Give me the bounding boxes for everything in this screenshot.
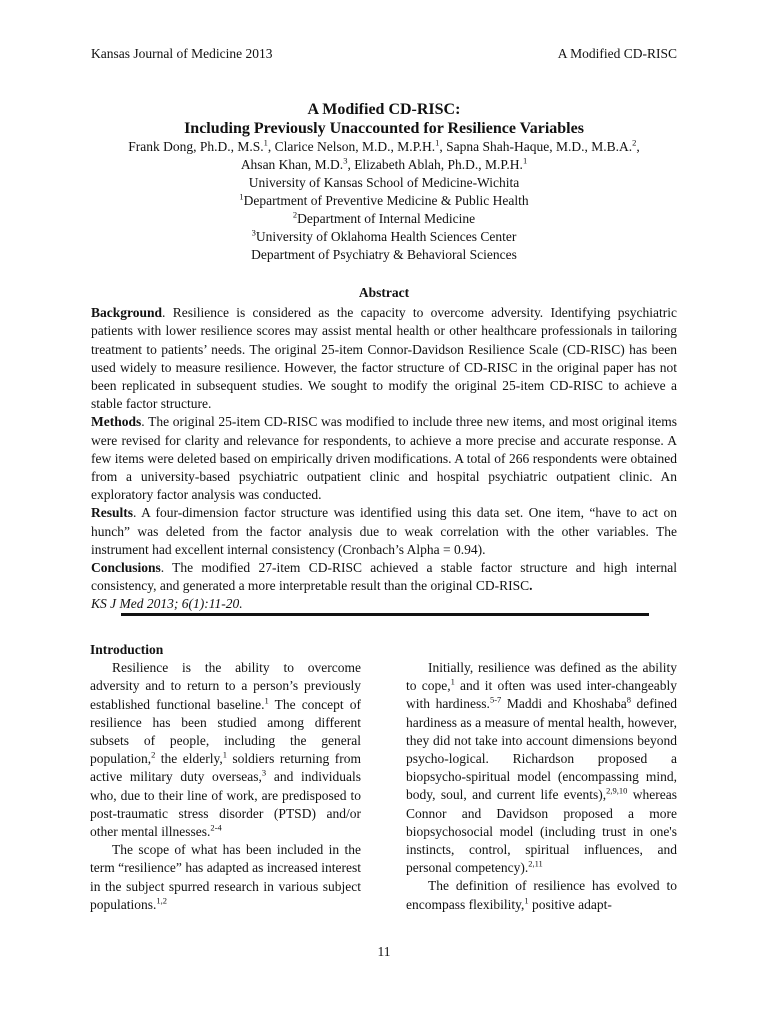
- abstract-results: Results. A four-dimension factor structure was identified using this data set. One item, “have to act on hunch” was deleted from the factor analysis due to weak correlation with the other variables. The instrument had excellent internal consistency (Cronbach’s Alpha = 0.94).: [91, 505, 677, 557]
- abstract-methods: Methods. The original 25-item CD-RISC was modified to include three new items, and most original items were revised for clarity and relevance for respondents, to achieve a more precise and accurate response. A few items were deleted based on empirically driven modifications. A total of 266 respondents were obtained from a university-based psychiatric outpatient clinic and hospital psychiatric outpatient clinic. An exploratory factor analysis was conducted.: [91, 414, 677, 503]
- abstract-heading: Abstract: [358, 285, 410, 300]
- abstract-background: Background. Resilience is considered as the capacity to overcome adversity. Identifying psychiatric patients with lower resilience scores may assist mental health or other healthcare professionals in tailoring treatment to patients’ needs. The original 25-item Connor-Davidson Resilience Scale (CD-RISC) has been used widely to measure resilience. However, the factor structure of CD-RISC in the original paper has not been replicated in subsequent studies. We sought to modify the original 25-item CD-RISC to achieve a stable factor structure.: [91, 305, 677, 412]
- intro-paragraph-3: Initially, resilience was defined as the ability to cope,$^1$ and it often was used inter-changeably with hardiness.$^{5-7}$ Maddi and Khoshaba$^8$ defined hardiness as a measure of mental health, however, they did not take into account dimensions beyond psycho-logical. Richardson proposed a biopsycho-spiritual model (encompassing mind, body, soul, and current life events),$^{2,9,10}$ whereas Connor and Davidson proposed a more biopsychosocial model (including trust in one's instincts, control, spiritual influences, and personal competency).$^{2,11}$: [406, 660, 677, 876]
- section-divider: [121, 613, 649, 616]
- affiliation-dept2: $^2$Department of Internal Medicine: [292, 209, 476, 226]
- affiliation-dept1: $^1$Department of Preventive Medicine & Public Health: [239, 191, 529, 208]
- article-title-line2: Including Previously Unaccounted for Resilience Variables: [184, 120, 584, 137]
- authors-line1: Frank Dong, Ph.D., M.S.$^1$, Clarice Nelson, M.D., M.P.H.$^1$, Sapna Shah-Haque, M.D., M.B.A.$^2$,: [128, 137, 640, 154]
- page-number: 11: [377, 944, 391, 959]
- intro-paragraph-2: The scope of what has been included in the term “resilience” has adapted as increased interest in the subject spurred research in various subject populations.$^{1,2}$: [90, 842, 361, 912]
- affiliation-univ3: $^3$University of Oklahoma Health Sciences Center: [251, 227, 517, 244]
- journal-name: Kansas Journal of Medicine 2013: [91, 46, 273, 61]
- intro-paragraph-1: Resilience is the ability to overcome adversity and to return to a person’s previously established functional baseline.$^1$ The concept of resilience has been studied among different subsets of people, including the general population,$^2$ the elderly,$^1$ soldiers returning from active military duty overseas,$^3$ and individuals who, due to their line of work, are predisposed to post-traumatic stress disorder (PTSD) and/or other mental illnesses.$^{2-4}$: [90, 660, 362, 840]
- column-right: [406, 659, 677, 914]
- introduction-heading: Introduction: [90, 642, 164, 657]
- citation: KS J Med 2013; 6(1):11-20.: [91, 596, 243, 612]
- affiliation-dept3: Department of Psychiatry & Behavioral Sciences: [251, 247, 517, 262]
- short-title: A Modified CD-RISC: [557, 46, 677, 61]
- authors-line2: Ahsan Khan, M.D.$^3$, Elizabeth Ablah, Ph.D., M.P.H.$^1$: [240, 155, 528, 172]
- column-left: [90, 641, 361, 914]
- article-title-line1: A Modified CD-RISC:: [307, 101, 461, 118]
- abstract: [91, 284, 677, 614]
- title-block: [91, 100, 677, 264]
- affiliation-university: University of Kansas School of Medicine-Wichita: [248, 175, 520, 190]
- abstract-conclusions: Conclusions. The modified 27-item CD-RISC achieved a stable factor structure and high internal consistency, and generated a more interpretable result than the original CD-RISC.: [91, 560, 677, 594]
- intro-paragraph-4: The definition of resilience has evolved to encompass flexibility,$^1$ positive adapt-: [406, 878, 677, 912]
